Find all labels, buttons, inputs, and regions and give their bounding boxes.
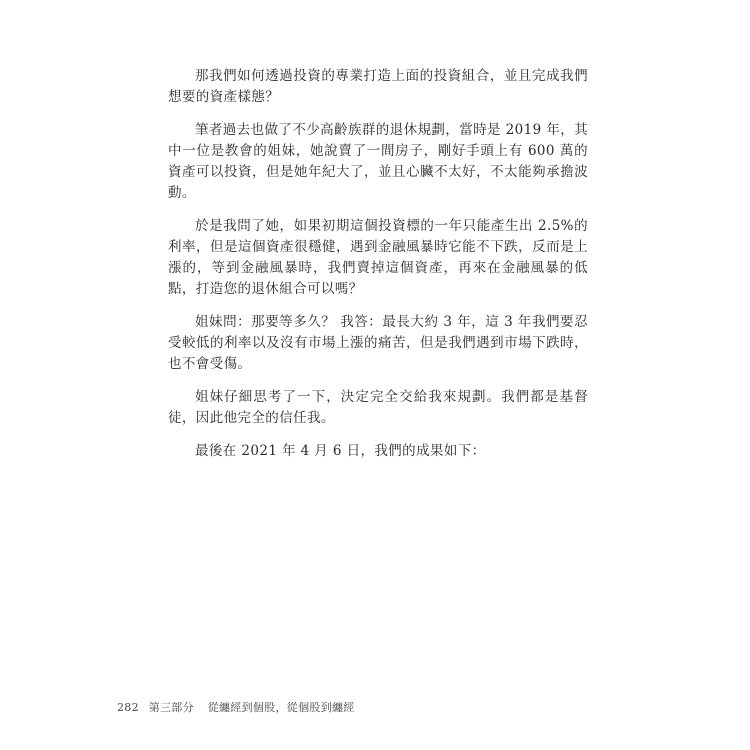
- paragraph-4: 姐妹問：那要等多久？ 我答：最長大約 3 年，這 3 年我們要忍受較低的利率以及沒有市場上漲的痛苦，但是我們遇到市場下跌時，也不會受傷。: [168, 314, 588, 372]
- page-number: 282: [117, 701, 139, 714]
- paragraph-6: 最後在 2021 年 4 月 6 日，我們的成果如下：: [195, 443, 486, 459]
- paragraph-3: 於是我問了她，如果初期這個投資標的一年只能產生出 2.5%的利率，但是這個資產很穩健，遇到金融風暴時它能不下跌，反而是上漲的，等到金融風暴時，我們賣掉這個資產，再來在金融風暴的低點，打造您的退休組合可以嗎？: [168, 218, 588, 297]
- chapter-title: 從纏經到個股，從個股到纏經: [207, 701, 355, 714]
- page-footer: [117, 699, 355, 715]
- paragraph-5: 姐妹仔細思考了一下，決定完全交給我來規劃。我們都是基督徒，因此他完全的信任我。: [168, 389, 588, 426]
- body-text: [168, 66, 588, 474]
- paragraph-1: 那我們如何透過投資的專業打造上面的投資組合，並且完成我們想要的資產樣態？: [168, 68, 588, 105]
- paragraph-2: 筆者過去也做了不少高齡族群的退休規劃，當時是 2019 年，其中一位是教會的姐妹，她說賣了一間房子，剛好手頭上有 600 萬的資產可以投資，但是她年紀大了，並且心臟不太好，不太能夠承擔波動。: [168, 122, 588, 201]
- part-label: 第三部分: [148, 701, 194, 714]
